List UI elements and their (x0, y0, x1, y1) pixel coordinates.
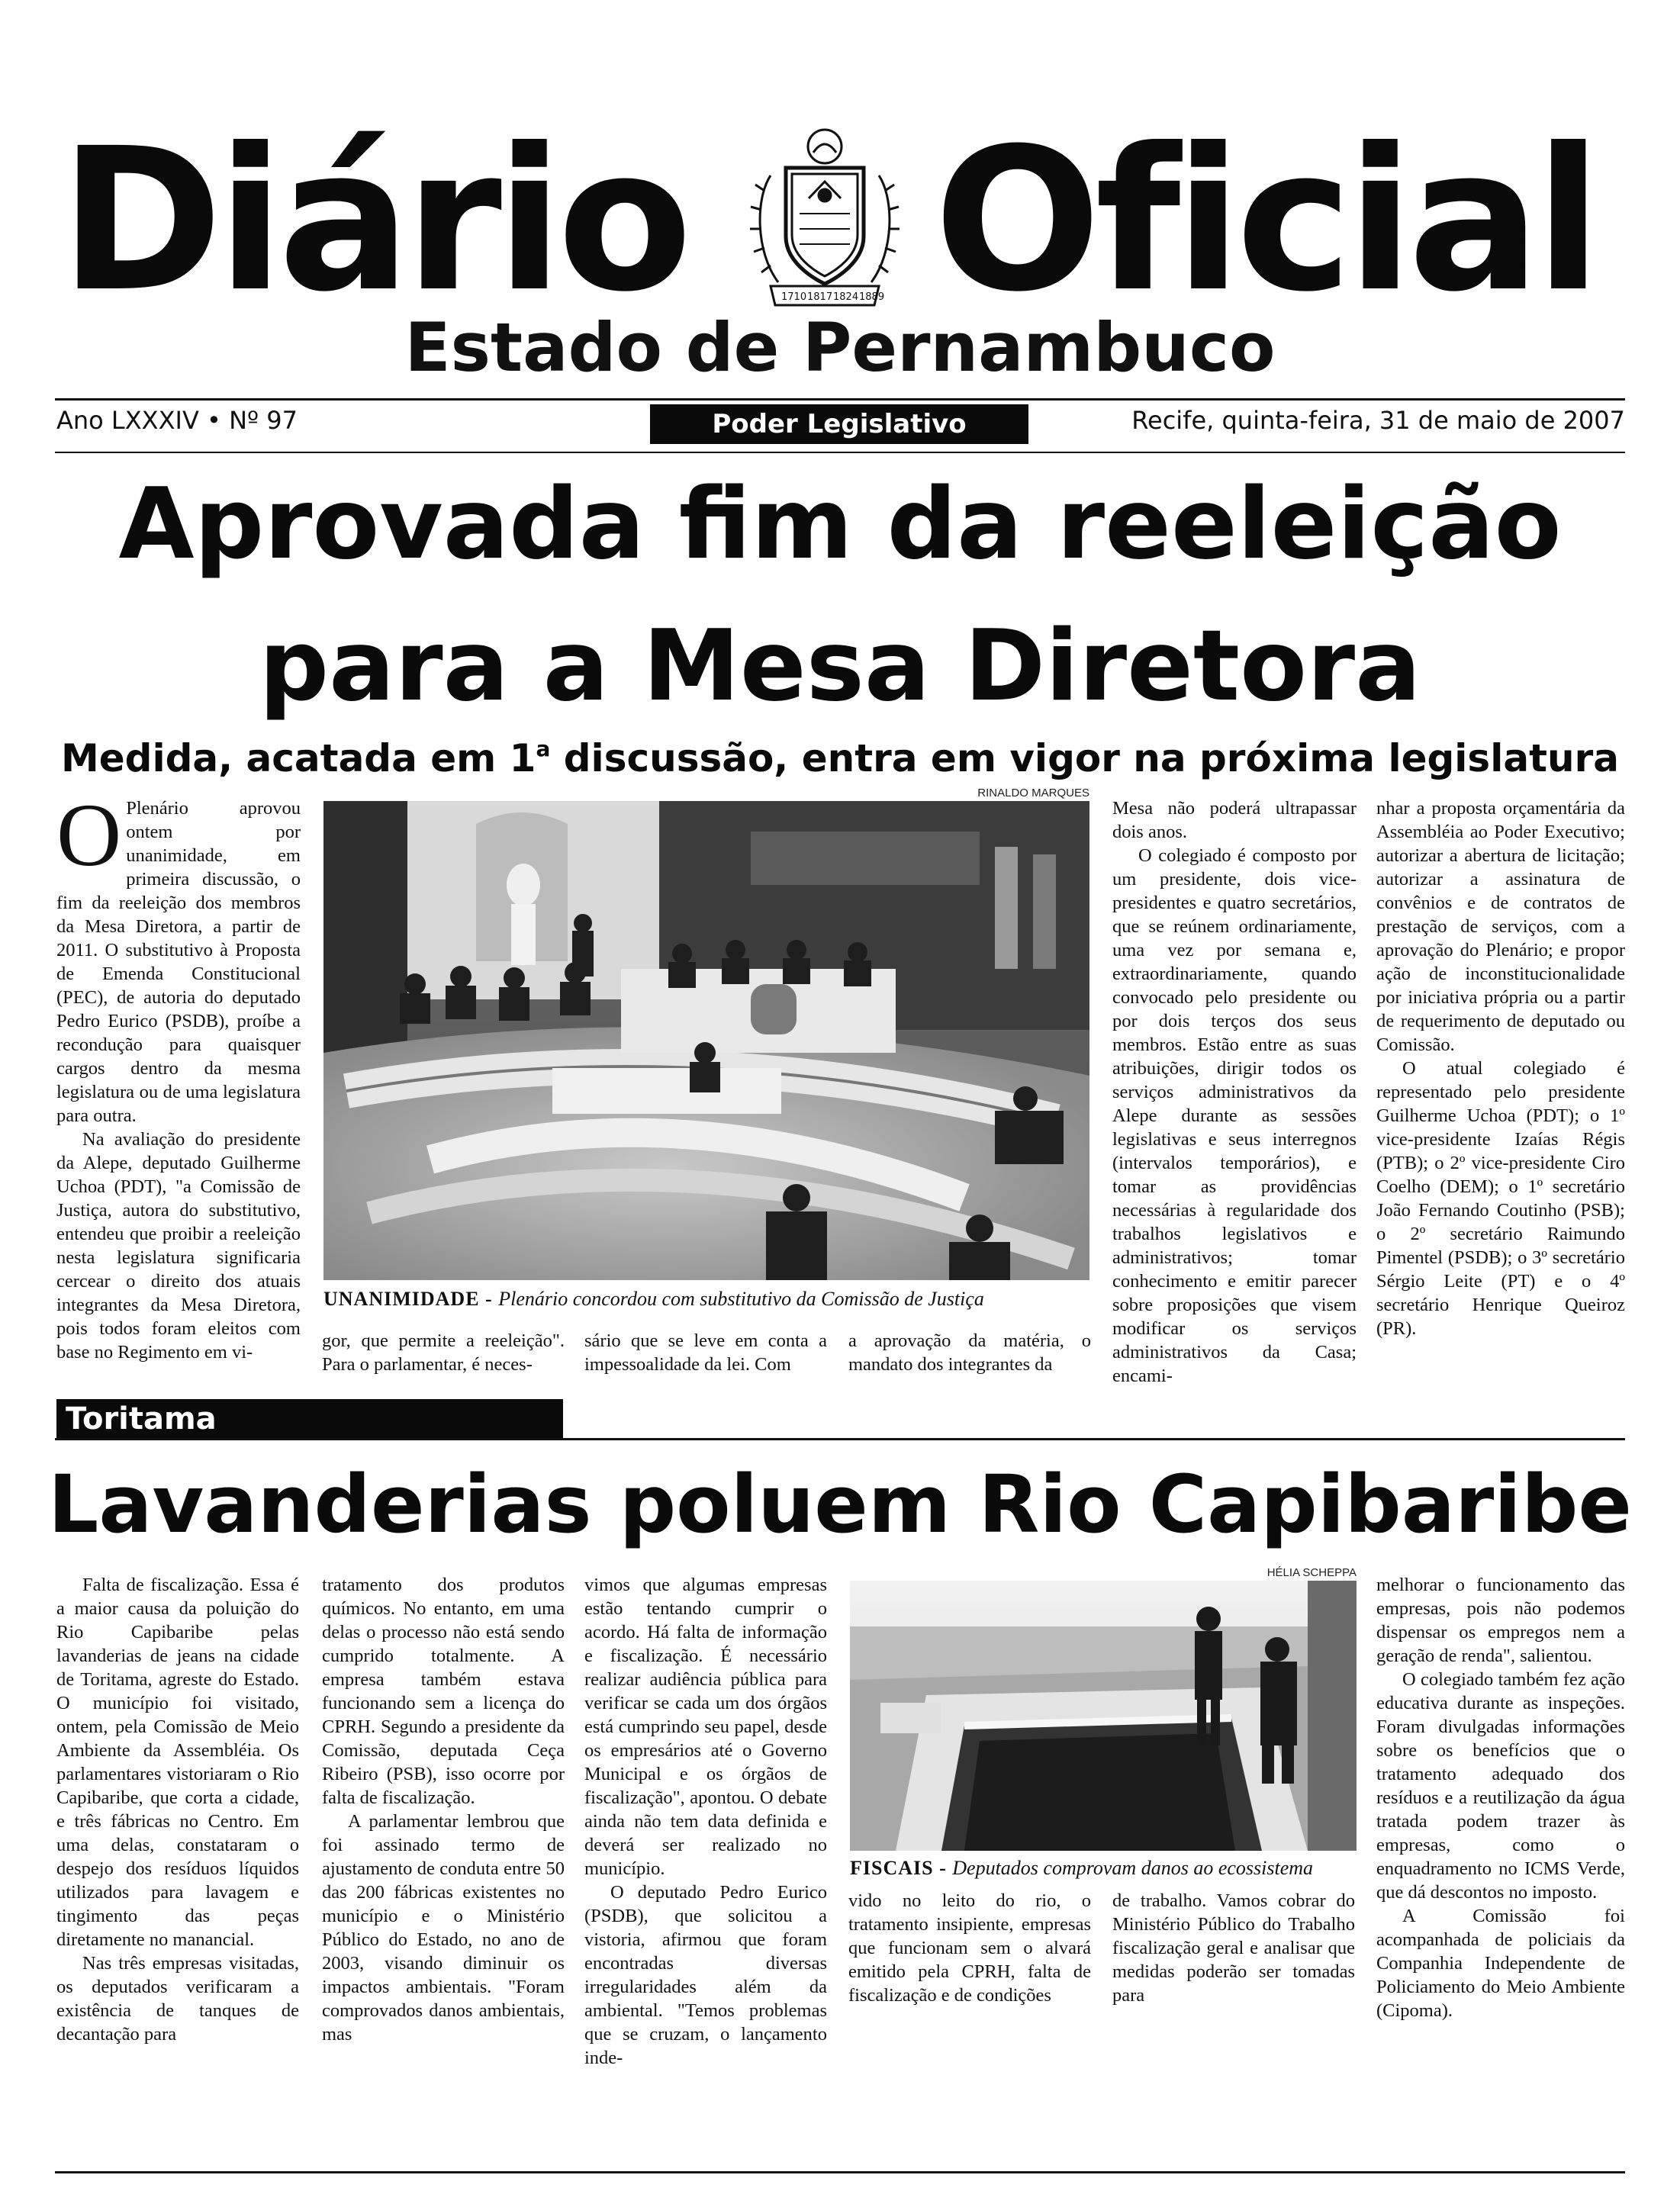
story1-paragraph-6: Mesa não poderá ultrapassar dois anos. (1112, 798, 1357, 842)
crest-date-1889: 1889 (859, 291, 885, 303)
story1-headline-line1: Aprovada fim da reeleição (118, 468, 1562, 581)
story2-column-3 (584, 1573, 827, 2070)
story2-column-6 (1376, 1573, 1625, 2022)
story2-paragraph-3: tratamento dos produtos químicos. No entanto, em uma delas o processo não está sendo cumprido totalmente. A empresa também estava funcionando sem a licença do CPRH. Segundo a presidente da Comissão, deputada Ceça Ribeiro (PSB), isso ocorre por falta de fiscalização. (322, 1575, 565, 1808)
story1-column-2 (322, 1329, 565, 1376)
footer-rule (55, 2171, 1625, 2173)
state-coat-of-arms-icon (725, 122, 925, 320)
story2-paragraph-2: Nas três empresas visitadas, os deputados verificaram a existência de tanques de decantação para (56, 1953, 299, 2045)
story1-paragraph-5: a aprovação da matéria, o mandato dos integrantes da (848, 1330, 1091, 1375)
section-band-rule (55, 1438, 1625, 1440)
story1-paragraph-9: O atual colegiado é representado pelo presidente Guilherme Uchoa (PDT); o 1º vice-presidente Izaías Régis (PTB); o 2º vice-presidente Ciro Coelho (DEM); o 1º secretário João Fernando Coutinho (PSB); o 2º secretário Raimundo Pimentel (PSDB); o 3º secretário Sérgio Leite (PT) e o 4º secretário Henrique Queiroz (PR). (1376, 1058, 1625, 1339)
caption-lead: UNANIMIDADE - (323, 1288, 499, 1310)
crest-date-1817: 1817 (807, 291, 833, 303)
story2-paragraph-6: O deputado Pedro Eurico (PSDB), que solicitou a vistoria, afirmou que foram encontradas diversas irregularidades além da ambiental. "Temos problemas que se cruzam, o lançamento inde- (584, 1882, 827, 2068)
story2-column-2 (322, 1573, 565, 2046)
caption-lead: FISCAIS - (850, 1857, 953, 1879)
story2-paragraph-9: melhorar o funcionamento das empresas, pois não podemos dispensar os empregos nem a geração de renda", salientou. (1376, 1575, 1625, 1666)
section-tag: Poder Legislativo (650, 404, 1028, 444)
masthead-title-left: Diário (60, 106, 687, 335)
deck-text-before: Medida, acatada em 1 (61, 736, 536, 780)
crest-date-1824: 1824 (833, 291, 859, 303)
deck-text-after: discussão, entra em vigor na próxima legislatura (550, 736, 1619, 780)
river-inspection-photo (850, 1581, 1357, 1851)
story1-column-1 (56, 785, 301, 1364)
story1-paragraph-2: Na avaliação do presidente da Alepe, deputado Guilherme Uchoa (PDT), "a Comissão de Justiça, autora do substitutivo, entendeu que proibir a reeleição nesta legislatura significaria cercear o direito dos atuais integrantes da Mesa Diretora, pois todos foram eleitos com base no Regimento em vi- (56, 1129, 301, 1363)
edition-number: Ano LXXXIV • Nº 97 (56, 406, 298, 435)
caption-text: Deputados comprovam danos ao ecossistema (952, 1857, 1314, 1879)
story2-column-5 (1112, 1889, 1355, 2007)
photo-credit: HÉLIA SCHEPPA (1266, 1566, 1357, 1579)
photo-credit: RINALDO MARQUES (977, 787, 1089, 800)
plenary-session-photo (323, 801, 1089, 1280)
story2-column-1 (56, 1573, 299, 2046)
story1-deck (0, 736, 1680, 780)
story1-paragraph-1: Plenário aprovou ontem por unanimidade, em primeira discussão, o fim da reeleição dos membros da Mesa Diretora, a partir de 2011. O substitutivo à Proposta de Emenda Constitucional (PEC), de autoria do deputado Pedro Eurico (PSDB), proíbe a recondução para quaisquer cargos dentro da mesma legislatura ou de uma legislatura para outra. (56, 798, 301, 1126)
story1-column-6 (1376, 796, 1625, 1340)
story1-paragraph-8: nhar a proposta orçamentária da Assembléia ao Poder Executivo; autorizar a abertura de licitação; autorizar a assinatura de convênios e de contratos de prestação de serviços, com a aprovação do Plenário; e propor ação de inconstitucionalidade por iniciativa própria ou a partir de requerimento de deputado ou Comissão. (1376, 798, 1625, 1055)
masthead-top-rule (55, 398, 1625, 401)
crest-date-1710: 1710 (781, 291, 807, 303)
story1-headline-line2: para a Mesa Diretora (259, 610, 1421, 723)
drop-cap: O (56, 785, 122, 885)
caption-text: Plenário concordou com substitutivo da Comissão de Justiça (498, 1288, 984, 1310)
masthead-title-right: Oficial (934, 106, 1596, 335)
photo-caption (850, 1858, 1363, 1878)
masthead-subtitle: Estado de Pernambuco (404, 308, 1276, 387)
masthead-bottom-rule (55, 452, 1625, 453)
story2-paragraph-5: vimos que algumas empresas estão tentando cumprir o acordo. Há falta de informação e fiscalização. É necessário realizar audiência pública para verificar se cada um dos órgãos está cumprindo seu papel, desde os empresários até o Governo Municipal e os órgãos de fiscalização", apontou. O debate ainda não tem data definida e deverá ser realizado no município. (584, 1575, 827, 1879)
story2-paragraph-8: de trabalho. Vamos cobrar do Ministério Público do Trabalho fiscalização geral e analisar que medidas poderão ser tomadas para (1112, 1890, 1355, 2006)
story2-headline: Lavanderias poluem Rio Capibaribe (48, 1458, 1632, 1551)
story2-paragraph-4: A parlamentar lembrou que foi assinado termo de ajustamento de conduta entre 50 das 200 fábricas existentes no município e o Ministério Público do Estado, no ano de 2003, visando diminuir os impactos ambientais. "Foram comprovados danos ambientais, mas (322, 1811, 565, 2045)
story2-paragraph-7: vido no leito do rio, o tratamento insipiente, empresas que funcionam sem o alvará emitido pela CPRH, falta de fiscalização e de condições (848, 1890, 1091, 2006)
story1-column-3 (584, 1329, 827, 1376)
section-band-toritama: Toritama (56, 1399, 563, 1439)
story2-paragraph-11: A Comissão foi acompanhada de policiais da Companhia Independente de Policiamento do Meio Ambiente (Cipoma). (1376, 1906, 1625, 2021)
story1-paragraph-4: sário que se leve em conta a impessoalidade da lei. Com (584, 1330, 827, 1375)
dateline: Recife, quinta-feira, 31 de maio de 2007 (1131, 406, 1625, 435)
deck-ordinal: a (536, 736, 551, 761)
story2-paragraph-1: Falta de fiscalização. Essa é a maior causa da poluição do Rio Capibaribe pelas lavanderias de jeans na cidade de Toritama, agreste do Estado. O município foi visitado, ontem, pela Comissão de Meio Ambiente da Assembléia. Os parlamentares vistoriaram o Rio Capibaribe, que corta a cidade, e três fábricas no Centro. Em uma delas, constataram o despejo dos resíduos líquidos utilizados para lavagem e tingimento das peças diretamente no manancial. (56, 1575, 299, 1950)
story2-column-4 (848, 1889, 1091, 2007)
photo-caption (323, 1289, 1094, 1309)
story1-column-4 (848, 1329, 1091, 1376)
story2-paragraph-10: O colegiado também fez ação educativa durante as inspeções. Foram divulgadas informações sobre os benefícios que o tratamento adequado dos resíduos e a reutilização da água tratada podem trazer às empresas, como o enquadramento no ICMS Verde, que dá descontos no imposto. (1376, 1669, 1625, 1903)
story1-paragraph-7: O colegiado é composto por um presidente, dois vice-presidentes e quatro secretários, que se reúnem ordinariamente, uma vez por semana e, extraordinariamente, quando convocado pelo presidente ou por dois terços dos seus membros. Estão entre as suas atribuições, dirigir todos os serviços administrativos da Alepe durante as sessões legislativas e seus interregnos (intervalos temporários), e tomar as providências necessárias à regularidade dos trabalhos legislativos e administrativos; tomar conhecimento e emitir parecer sobre proposições que visem modificar os serviços administrativos da Casa; encami- (1112, 845, 1357, 1386)
story1-column-5 (1112, 796, 1357, 1388)
story1-paragraph-3: gor, que permite a reeleição". Para o parlamentar, é neces- (322, 1330, 565, 1375)
